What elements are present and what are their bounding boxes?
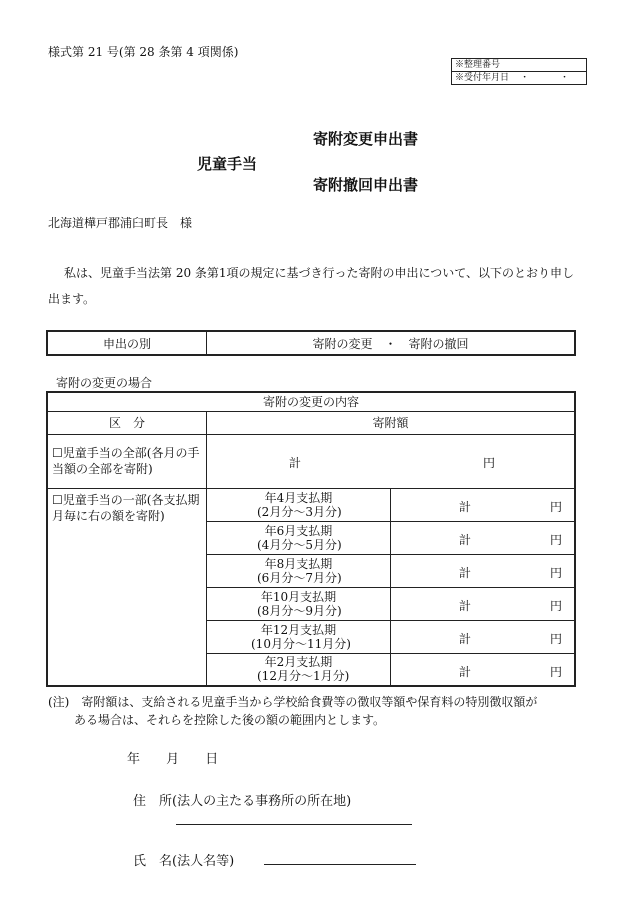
registration-date-cell: ※受付年月日 ・ ・: [452, 72, 587, 85]
change-case-label: 寄附の変更の場合: [56, 376, 153, 390]
period-amount[interactable]: 計 円: [391, 620, 576, 653]
period-cell: 年12月支払期 (10月分～11月分): [207, 620, 391, 653]
registration-box: [451, 58, 587, 85]
row-all-amount[interactable]: [207, 434, 576, 488]
request-kind-label: 申出の別: [47, 331, 207, 355]
header-category: 区 分: [47, 411, 207, 434]
table-title: 寄附の変更の内容: [47, 392, 575, 411]
title-child-allowance: 児童手当: [197, 155, 258, 173]
name-underline[interactable]: [264, 864, 416, 865]
note-line-2: ある場合は、それらを控除した後の額の範囲内とします。: [74, 713, 386, 727]
note-line-1: (注) 寄附額は、支給される児童手当から学校給食費等の徴収等額や保育料の特別徴収額が: [48, 695, 538, 709]
name-label: 氏 名(法人名等): [133, 854, 235, 869]
row-all-yen: 円: [483, 455, 496, 470]
period-cell: 年2月支払期 (12月分～1月分): [207, 653, 391, 686]
period-amount[interactable]: 計 円: [391, 521, 576, 554]
period-cell: 年10月支払期 (8月分～9月分): [207, 587, 391, 620]
date-line[interactable]: 年 月 日: [127, 752, 219, 767]
addressee: 北海道樺戸郡浦臼町長 様: [48, 216, 193, 230]
period-cell: 年6月支払期 (4月分～5月分): [207, 521, 391, 554]
header-amount: 寄附額: [207, 411, 576, 434]
address-label: 住 所(法人の主たる事務所の所在地): [133, 794, 352, 809]
date-dots: ・ ・: [520, 73, 583, 83]
note: [48, 693, 588, 729]
address-underline[interactable]: [176, 824, 412, 825]
period-amount[interactable]: 計 円: [391, 653, 576, 686]
registration-number-cell: ※整理番号: [452, 59, 587, 72]
period-amount[interactable]: 計 円: [391, 587, 576, 620]
request-kind-options[interactable]: 寄附の変更 ・ 寄附の撤回: [207, 331, 576, 355]
title-withdrawal: 寄附撤回申出書: [313, 176, 419, 194]
form-number: 様式第 21 号(第 28 条第 4 項関係): [48, 45, 239, 59]
request-kind-table: [46, 330, 576, 356]
row-all-kei: 計: [289, 455, 302, 470]
period-cell: 年8月支払期 (6月分～7月分): [207, 554, 391, 587]
body-text: 私は、児童手当法第 20 条第1項の規定に基づき行った寄附の申出について、以下のとおり申し出ます。: [48, 266, 575, 306]
period-amount[interactable]: 計 円: [391, 554, 576, 587]
period-cell: 年4月支払期 (2月分～3月分): [207, 488, 391, 521]
row-all-label[interactable]: ☐児童手当の全部(各月の手当額の全部を寄附): [47, 434, 207, 488]
row-part-label[interactable]: ☐児童手当の一部(各支払期月毎に右の額を寄附): [47, 488, 207, 686]
title-change: 寄附変更申出書: [313, 130, 419, 148]
change-content-table: [46, 391, 576, 687]
period-amount[interactable]: 計 円: [391, 488, 576, 521]
